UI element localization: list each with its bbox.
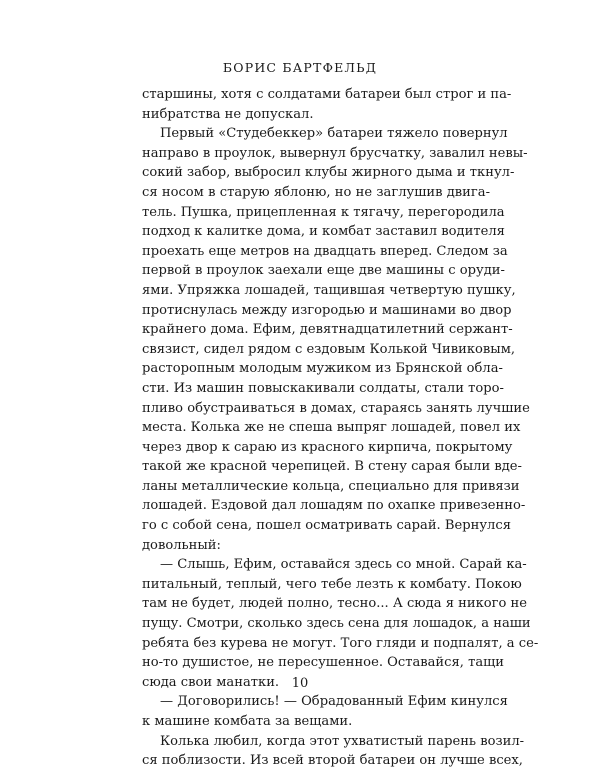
text-line: тель. Пушка, прицепленная к тягачу, перегородила [142, 204, 505, 220]
text-line: сюда свои манатки. [142, 674, 280, 690]
running-header-title: БОРИС БАРТФЕЛЬД [222, 60, 378, 75]
text-line: нибратства не допускал. [142, 106, 314, 122]
text-line: сти. Из машин повыскакивали солдаты, стали торо- [142, 380, 504, 396]
text-line: ся носом в старую яблоню, но не заглушив двига- [142, 184, 490, 200]
text-line: направо в проулок, вывернул брусчатку, завалил невы- [142, 145, 528, 161]
text-line: пливо обустраиваться в домах, стараясь занять лучшие [142, 400, 530, 416]
text-line: сокий забор, выбросил клубы жирного дыма и ткнул- [142, 165, 515, 181]
text-line: через двор к сараю из красного кирпича, покрытому [142, 439, 513, 455]
text-line: но-то душистое, не пересушенное. Оставайся, тащи [142, 655, 505, 671]
text-line: подход к калитке дома, и комбат заставил водителя [142, 224, 505, 240]
text-line: старшины, хотя с солдатами батареи был строг и па- [142, 87, 512, 102]
text-line: места. Колька же не спеша выпряг лошадей, повел их [142, 420, 521, 436]
text-line: лошадей. Ездовой дал лошадям по охапке привезенно- [142, 498, 526, 514]
text-line: протиснулась между изгородью и машинами во двор [142, 302, 512, 318]
text-line: крайнего дома. Ефим, девятнадцатилетний сержант- [142, 322, 513, 338]
text-line: — Договорились! — Обрадованный Ефим кинулся [160, 694, 508, 710]
text-line: первой в проулок заехали еще две машины с оруди- [142, 263, 505, 279]
text-line: проехать еще метров на двадцать вперед. Следом за [142, 243, 508, 259]
body-text [142, 85, 539, 771]
text-line: ся поблизости. Из всей второй батареи он лучше всех, [142, 753, 523, 769]
text-line: го с собой сена, пошел осматривать сарай. Вернулся [142, 518, 511, 534]
text-line: ребята без курева не могут. Того гляди и подпалят, а се- [142, 635, 539, 651]
text-line: к машине комбата за вещами. [142, 714, 353, 729]
text-line: питальный, теплый, чего тебе лезть к комбату. Покою [142, 576, 522, 592]
text-line: — Слышь, Ефим, оставайся здесь со мной. Сарай ка- [160, 557, 527, 573]
text-line: ями. Упряжка лошадей, тащившая четвертую пушку, [142, 282, 516, 298]
text-line: расторопным молодым мужиком из Брянской обла- [142, 361, 503, 377]
text-line: такой же красной черепицей. В стену сарая были вде- [142, 459, 522, 475]
text-line: довольный: [142, 537, 221, 553]
text-line: пущу. Смотри, сколько здесь сена для лошадок, а наши [142, 616, 531, 632]
page-number: 10 [291, 676, 309, 691]
text-line: Первый «Студебеккер» батареи тяжело повернул [160, 126, 508, 142]
text-line: Колька любил, когда этот ухватистый парень возил- [160, 733, 525, 749]
text-line: ланы металлические кольца, специально для привязи [142, 478, 520, 494]
text-line: связист, сидел рядом с ездовым Колькой Чивиковым, [142, 341, 516, 357]
text-line: там не будет, людей полно, тесно... А сюда я никого не [142, 596, 528, 612]
